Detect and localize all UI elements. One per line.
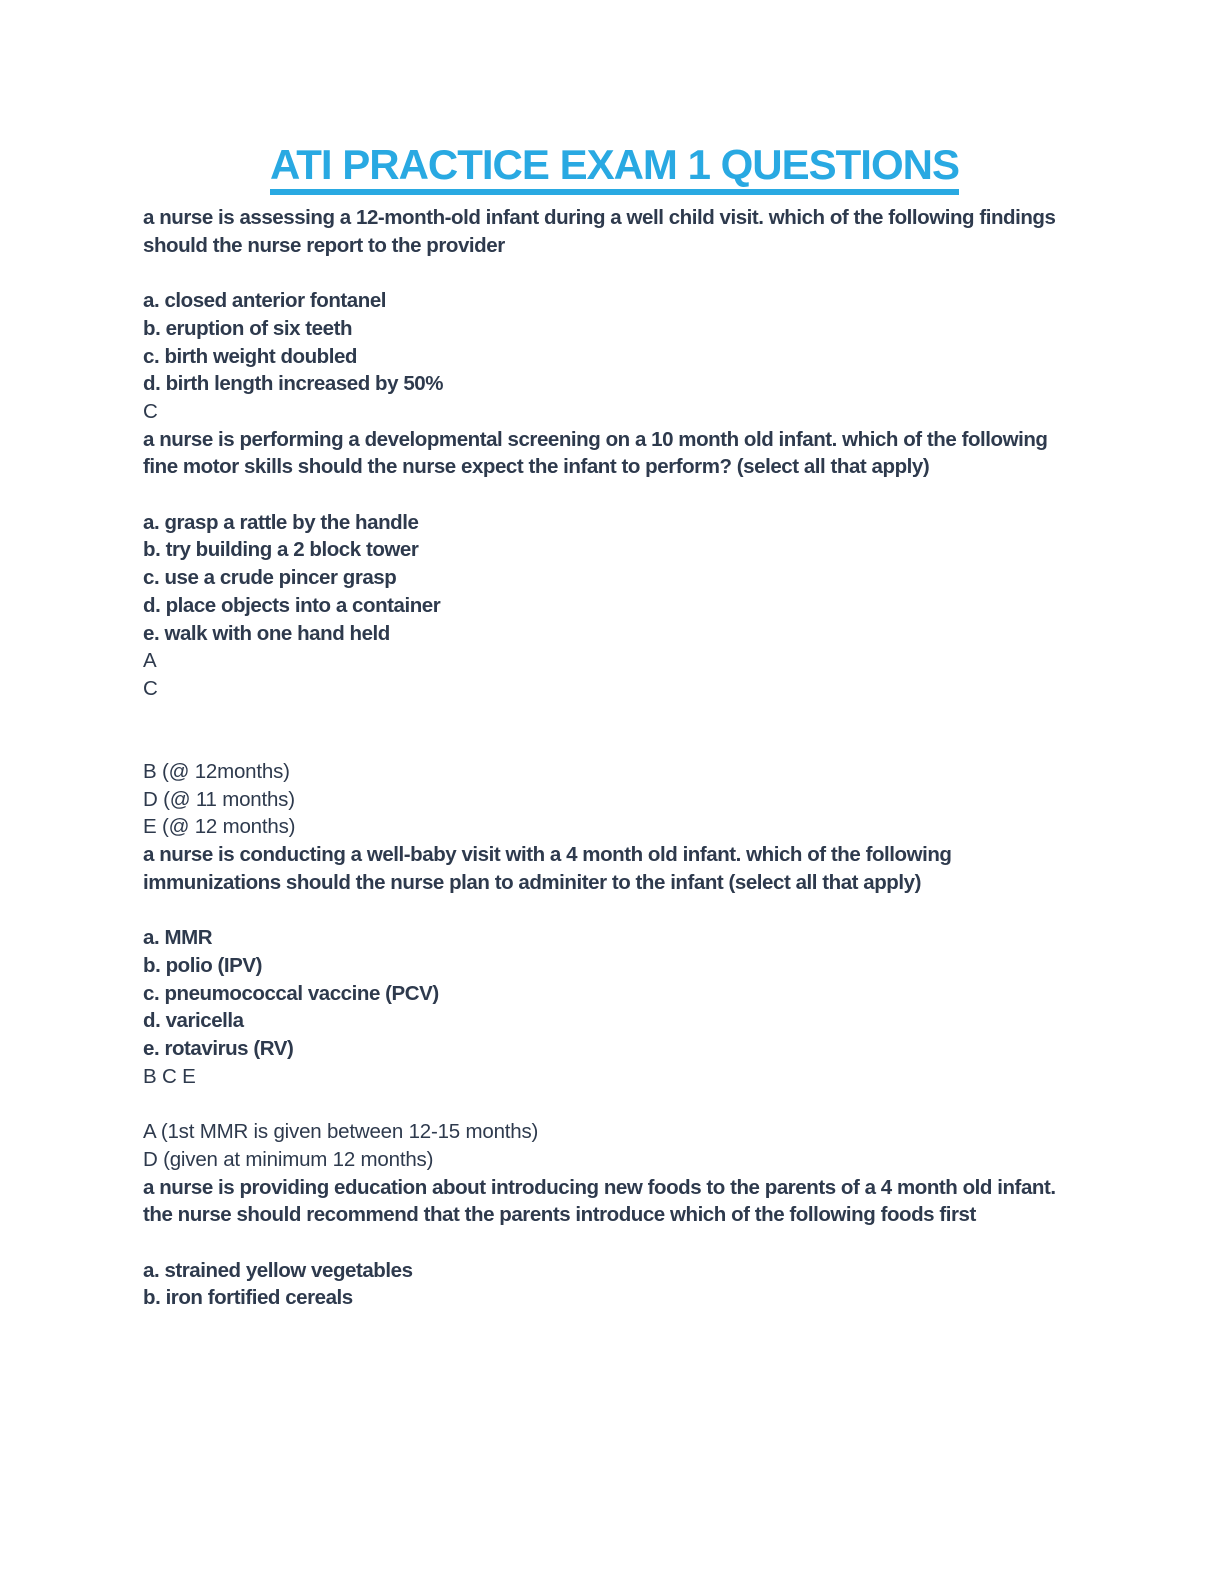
answer-line: D (@ 11 months) [143, 787, 295, 811]
option-line: b. polio (IPV) [143, 953, 262, 977]
answer-line: D (given at minimum 12 months) [143, 1147, 434, 1171]
answer-line: E (@ 12 months) [143, 815, 296, 839]
question-paragraph: a nurse is performing a developmental screening on a 10 month old infant. which of the following fine motor skills should the nurse expect the infant to perform? (select all that apply) [143, 427, 1048, 479]
answer-line: B (@ 12months) [143, 760, 290, 783]
answer-line: B C E [143, 1064, 196, 1088]
title-row [143, 141, 1086, 195]
option-line: b. try building a 2 block tower [143, 538, 419, 562]
question-paragraph: a nurse is conducting a well-baby visit with a 4 month old infant. which of the following immunizations should the nurse plan to adminiter to the infant (select all that apply) [143, 843, 952, 894]
option-line: c. pneumococcal vaccine (PCV) [143, 981, 439, 1005]
option-line: d. birth length increased by 50% [143, 372, 444, 396]
option-line: d. varicella [143, 1009, 244, 1033]
blank-line [143, 897, 1086, 925]
answer-line: C [143, 676, 158, 700]
option-line: a. MMR [143, 926, 213, 950]
blank-line [143, 259, 1086, 287]
blank-line [143, 703, 1086, 731]
option-line: c. birth weight doubled [143, 344, 357, 368]
option-line: e. rotavirus (RV) [143, 1037, 294, 1061]
option-line: b. eruption of six teeth [143, 316, 353, 340]
blank-line [143, 730, 1086, 758]
answer-line: C [143, 399, 158, 423]
document-body [143, 204, 1086, 1312]
blank-line [143, 1090, 1086, 1118]
question-paragraph: a nurse is assessing a 12-month-old infant during a well child visit. which of the following findings should the nurse report to the provider [143, 206, 1056, 257]
option-line: a. strained yellow vegetables [143, 1258, 413, 1282]
blank-line [143, 1229, 1086, 1257]
option-line: b. iron fortified cereals [143, 1286, 353, 1310]
blank-line [143, 481, 1086, 509]
option-line: d. place objects into a container [143, 593, 441, 617]
option-line: c. use a crude pincer grasp [143, 566, 397, 590]
answer-line: A (1st MMR is given between 12-15 months) [143, 1120, 539, 1144]
page-title: ATI PRACTICE EXAM 1 QUESTIONS [270, 144, 959, 195]
option-line: a. grasp a rattle by the handle [143, 510, 419, 534]
option-line: a. closed anterior fontanel [143, 289, 387, 313]
question-paragraph: a nurse is providing education about introducing new foods to the parents of a 4 month old infant. the nurse should recommend that the parents introduce which of the following foods first [143, 1175, 1056, 1227]
option-line: e. walk with one hand held [143, 621, 390, 645]
answer-line: A [143, 649, 157, 673]
